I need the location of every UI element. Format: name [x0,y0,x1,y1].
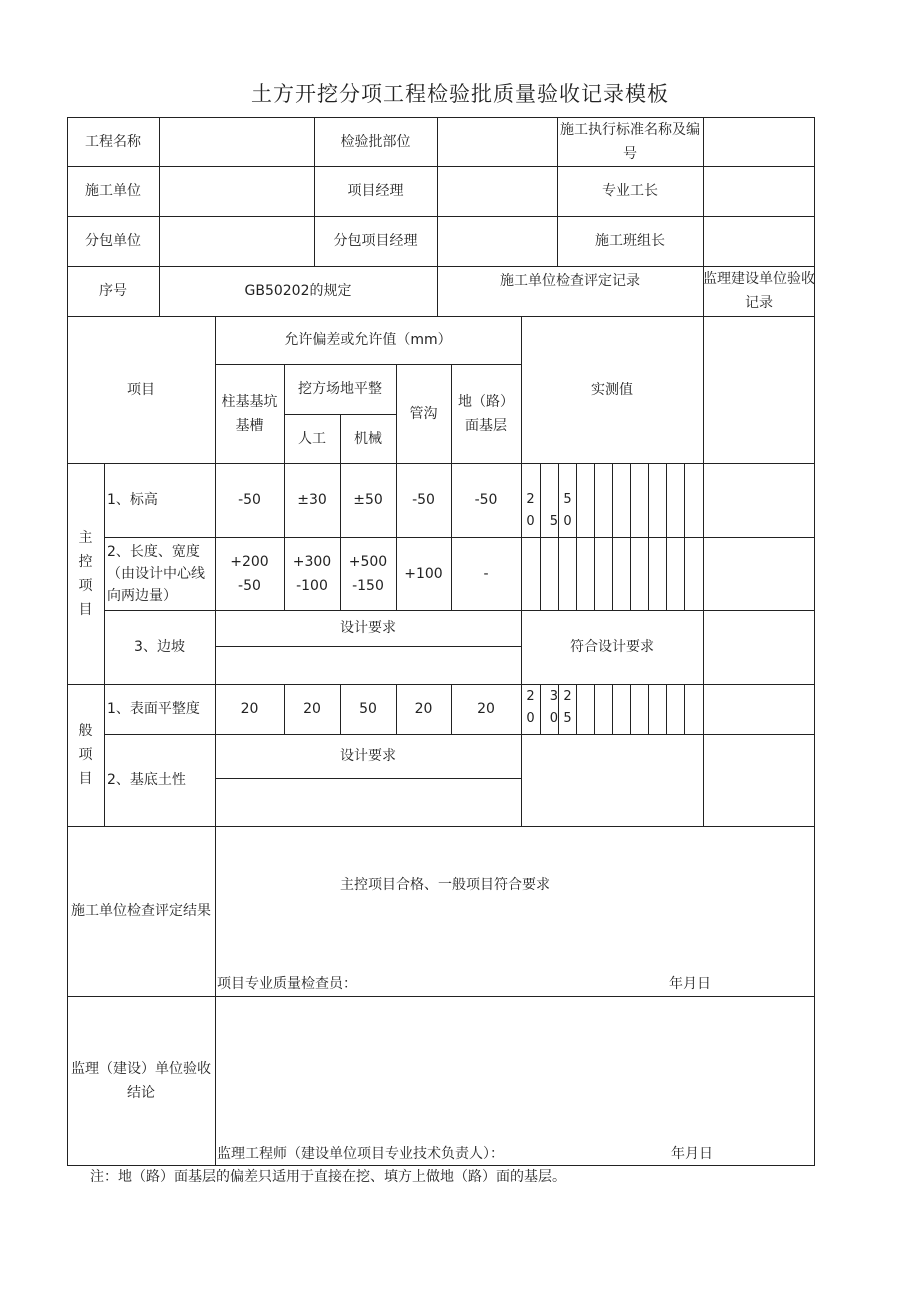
main-item-length-width: 2、长度、宽度（由设计中心线向两边量） [107,543,205,604]
value-cell: - [483,565,489,582]
value-cell: -50 [412,492,435,508]
value-cell: +100 [404,565,443,582]
value-cell: 20 [477,701,495,717]
col-standard: GB50202的规定 [244,283,352,299]
value-cell: +500 -150 [348,553,388,594]
col-measured: 实测值 [591,381,633,398]
slope-design-requirement: 设计要求 [340,620,396,636]
value-cell: 20 [303,701,321,717]
value-cell: -50 [474,492,498,508]
supervision-date: 年月日 [671,1146,713,1162]
col-seq: 序号 [99,283,127,299]
inspector-signature: 项目专业质量检查员： [217,976,357,992]
col-item: 项目 [127,381,155,398]
measured-value: 3 [549,689,558,704]
measured-value: 0 [549,711,558,726]
value-cell: 20 [414,701,433,717]
col-tolerance: 允许偏差或允许值（mm） [284,332,452,348]
value-cell: 20 [240,701,259,717]
measured-value: 5 [563,492,572,507]
slope-result: 符合设计要求 [570,639,654,655]
footnote: 注：地（路）面基层的偏差只适用于直接在挖、填方上做地（路）面的基层。 [90,1169,566,1185]
label-sub-manager: 分包项目经理 [333,233,418,249]
measured-value: 2 [563,689,572,704]
general-items-group: 般项目 [78,723,93,787]
label-foreman: 专业工长 [602,183,658,199]
measured-value: 0 [563,514,572,529]
general-item-flatness: 1、表面平整度 [107,701,200,717]
page-title: 土方开挖分项工程检验批质量验收记录模板 [251,82,669,106]
engineer-signature: 监理工程师（建设单位项目专业技术负责人）： [217,1146,504,1162]
value-cell: +200 -50 [230,553,269,594]
measured-value: 5 [549,514,558,529]
measured-value: 0 [526,514,535,529]
label-sub-unit: 分包单位 [85,233,141,249]
col-pit: 柱基基坑基槽 [221,393,278,434]
general-item-soil: 2、基底土性 [107,772,186,788]
value-cell: ±50 [353,492,383,508]
label-standard-name: 施工执行标准名称及编号 [560,121,700,162]
label-project-name: 工程名称 [85,133,141,150]
col-supervision-record: 监理建设单位验收记录 [703,271,815,311]
main-items-group: 主控项目 [78,529,93,618]
col-site-level: 挖方场地平整 [298,381,382,397]
value-cell: ±30 [297,492,327,508]
col-ditch: 管沟 [409,405,438,422]
value-cell: 50 [359,701,377,717]
conclusion-date: 年月日 [669,976,711,992]
col-manual: 人工 [298,430,326,447]
col-check-record: 施工单位检查评定记录 [500,273,640,289]
label-team-leader: 施工班组长 [595,233,665,249]
measured-value: 5 [563,711,572,726]
label-construction-unit: 施工单位 [85,183,141,199]
label-batch-part: 检验批部位 [340,133,411,150]
conclusion-text: 主控项目合格、一般项目符合要求 [340,877,550,893]
supervision-label: 监理（建设）单位验收结论 [71,1060,211,1101]
col-machine: 机械 [354,430,382,447]
measured-value: 2 [526,689,535,704]
value-cell: +300 -100 [292,553,332,594]
measured-value: 2 [526,492,535,507]
soil-design-requirement: 设计要求 [340,748,396,764]
col-road: 地（路）面基层 [458,393,514,434]
label-project-manager: 项目经理 [347,183,404,199]
conclusion-label: 施工单位检查评定结果 [71,903,211,919]
value-cell: -50 [238,492,261,508]
main-item-elevation: 1、标高 [107,492,158,508]
main-item-slope: 3、边坡 [134,639,185,655]
measured-value: 0 [526,711,535,726]
